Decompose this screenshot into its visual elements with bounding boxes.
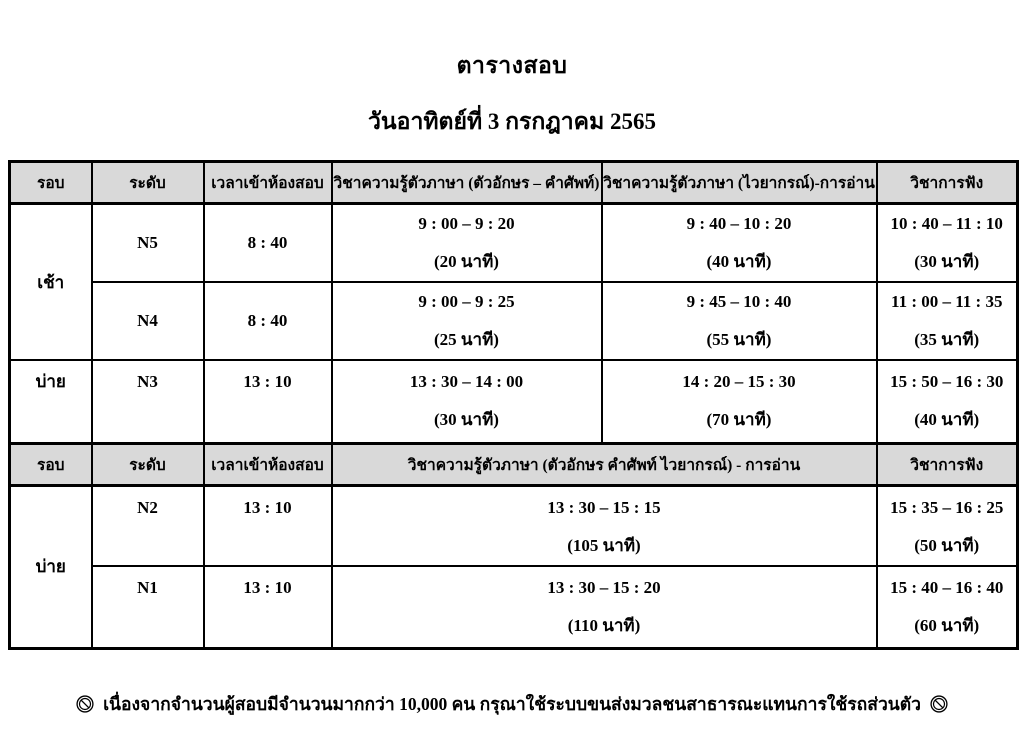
exam-duration: (110 นาที) <box>567 615 641 635</box>
transport-notice <box>0 690 1024 719</box>
table-row-n2 <box>10 485 1018 566</box>
entry-time-cell: 13 : 10 <box>204 566 332 649</box>
vocab-exam-cell <box>332 204 602 283</box>
listening-exam-cell <box>877 485 1018 566</box>
exam-time-range: 13 : 30 – 14 : 00 <box>409 372 524 391</box>
exam-time-range: 9 : 00 – 9 : 20 <box>418 214 515 233</box>
prohibition-icon <box>929 694 949 714</box>
exam-time-range: 13 : 30 – 15 : 20 <box>547 577 661 597</box>
table-row-n3 <box>10 360 1018 443</box>
header-listening-subject: วิชาการฟัง <box>877 443 1018 485</box>
exam-duration: (35 นาที) <box>914 330 980 349</box>
exam-time-range: 11 : 00 – 11 : 35 <box>891 292 1003 311</box>
level-cell: N1 <box>92 566 204 649</box>
exam-time-range: 15 : 50 – 16 : 30 <box>890 372 1004 391</box>
table-header-row-bottom <box>10 443 1018 485</box>
prohibition-icon <box>75 694 95 714</box>
entry-time-cell: 8 : 40 <box>204 282 332 360</box>
level-cell: N4 <box>92 282 204 360</box>
listening-exam-cell <box>877 282 1018 360</box>
exam-duration: (25 นาที) <box>434 330 499 349</box>
header-entry-time: เวลาเข้าห้องสอบ <box>204 443 332 485</box>
header-level: ระดับ <box>92 162 204 204</box>
header-round: รอบ <box>10 443 92 485</box>
page-title: ตารางสอบ <box>456 53 568 78</box>
entry-time-cell: 13 : 10 <box>204 360 332 443</box>
table-row-n4 <box>10 282 1018 360</box>
listening-exam-cell <box>877 360 1018 443</box>
level-cell: N5 <box>92 204 204 283</box>
exam-time-range: 13 : 30 – 15 : 15 <box>547 497 661 517</box>
round-afternoon-cell: บ่าย <box>10 360 92 443</box>
transport-notice-text: เนื่องจากจำนวนผู้สอบมีจำนวนมากกว่า 10,000 คน กรุณาใช้ระบบขนส่งมวลชนสาธารณะแทนการใช้รถส่วนตัว <box>103 694 921 714</box>
vocab-exam-cell <box>332 360 602 443</box>
table-row-n1 <box>10 566 1018 649</box>
exam-duration: (40 นาที) <box>706 252 772 271</box>
exam-time-range: 9 : 40 – 10 : 20 <box>686 214 792 233</box>
level-cell: N3 <box>92 360 204 443</box>
header-listening-subject: วิชาการฟัง <box>877 162 1018 204</box>
grammar-exam-cell <box>602 282 877 360</box>
exam-time-range: 9 : 00 – 9 : 25 <box>418 292 515 311</box>
exam-time-range: 10 : 40 – 11 : 10 <box>890 214 1003 233</box>
combined-exam-cell <box>332 485 877 566</box>
header-entry-time: เวลาเข้าห้องสอบ <box>204 162 332 204</box>
round-afternoon-cell: บ่าย <box>10 485 92 649</box>
exam-duration: (70 นาที) <box>706 410 772 429</box>
listening-exam-cell <box>877 204 1018 283</box>
exam-time-range: 9 : 45 – 10 : 40 <box>686 292 792 311</box>
level-cell: N2 <box>92 485 204 566</box>
entry-time-cell: 13 : 10 <box>204 485 332 566</box>
header-vocab-subject: วิชาความรู้ตัวภาษา (ตัวอักษร – คำศัพท์) <box>332 162 602 204</box>
header-grammar-reading-subject: วิชาความรู้ตัวภาษา (ไวยากรณ์)-การอ่าน <box>602 162 877 204</box>
exam-duration: (60 นาที) <box>914 615 980 635</box>
combined-exam-cell <box>332 566 877 649</box>
exam-duration: (55 นาที) <box>706 330 772 349</box>
grammar-exam-cell <box>602 204 877 283</box>
header-level: ระดับ <box>92 443 204 485</box>
exam-date: วันอาทิตย์ที่ 3 กรกฎาคม 2565 <box>368 109 656 134</box>
exam-time-range: 15 : 40 – 16 : 40 <box>890 577 1004 597</box>
exam-duration: (40 นาที) <box>914 410 980 429</box>
exam-duration: (30 นาที) <box>914 252 980 271</box>
round-morning-cell: เช้า <box>10 204 92 361</box>
vocab-exam-cell <box>332 282 602 360</box>
header-combined-subject: วิชาความรู้ตัวภาษา (ตัวอักษร คำศัพท์ ไวยากรณ์) - การอ่าน <box>332 443 877 485</box>
exam-time-range: 14 : 20 – 15 : 30 <box>682 372 796 391</box>
grammar-exam-cell <box>602 360 877 443</box>
exam-duration: (20 นาที) <box>434 252 499 271</box>
table-header-row-top <box>10 162 1018 204</box>
exam-duration: (50 นาที) <box>914 535 980 555</box>
exam-duration: (30 นาที) <box>434 410 499 429</box>
exam-time-range: 15 : 35 – 16 : 25 <box>890 497 1004 517</box>
listening-exam-cell <box>877 566 1018 649</box>
table-row-n5 <box>10 204 1018 283</box>
entry-time-cell: 8 : 40 <box>204 204 332 283</box>
header-round: รอบ <box>10 162 92 204</box>
exam-duration: (105 นาที) <box>567 535 641 555</box>
exam-schedule-table <box>8 160 1019 650</box>
